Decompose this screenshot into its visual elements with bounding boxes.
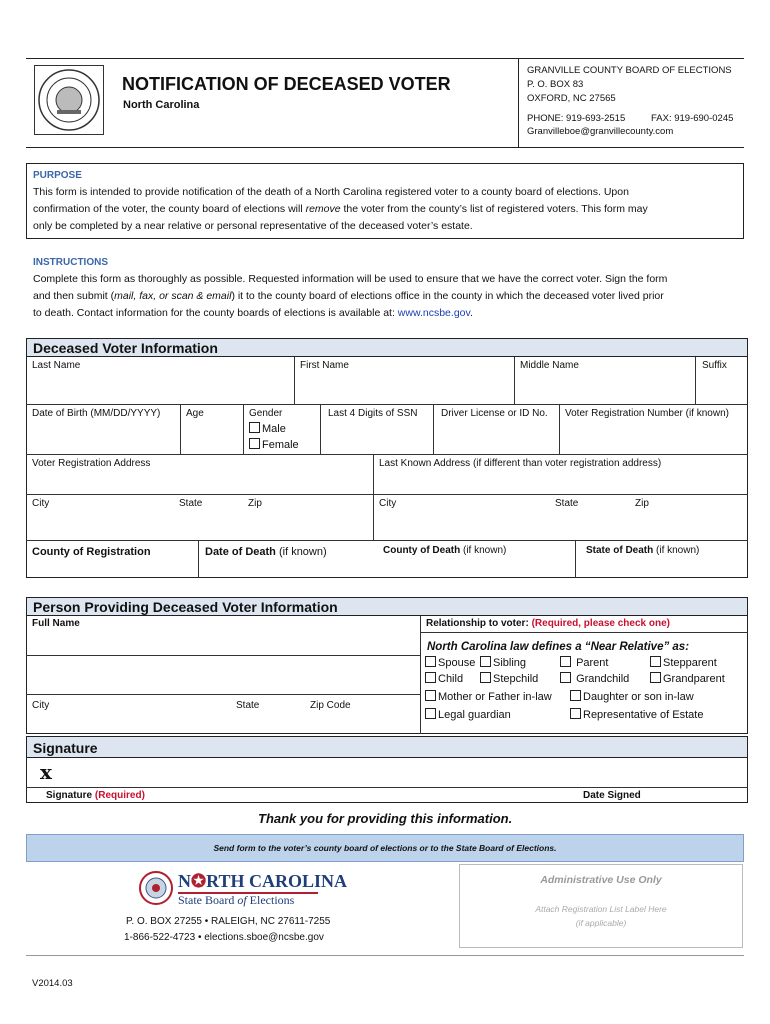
- person-section-title: Person Providing Deceased Voter Information: [26, 597, 748, 616]
- middle-name-input[interactable]: [515, 374, 694, 403]
- age-label: Age: [186, 408, 204, 419]
- instructions-line-1: Complete this form as thoroughly as possible. Requested information will be used to ensure that we have the correct voter. Sign the form: [33, 273, 668, 285]
- date-death-label: [205, 546, 327, 559]
- female-text: Female: [262, 439, 299, 451]
- voter-reg-label: [565, 408, 729, 420]
- sbe-name-n: N: [178, 871, 191, 891]
- row-line: [420, 632, 748, 633]
- thank-you-text: Thank you for providing this information.: [258, 811, 513, 826]
- full-name-input[interactable]: [27, 630, 419, 654]
- header-vrule: [518, 58, 519, 148]
- stepparent-checkbox[interactable]: [650, 656, 661, 667]
- zip-label: Zip: [248, 498, 262, 509]
- sbe-address: P. O. BOX 27255 • RALEIGH, NC 27611-7255: [126, 916, 331, 927]
- instructions-line-3a: to death. Contact information for the county boards of elections is available at:: [33, 307, 398, 319]
- county-name: GRANVILLE COUNTY BOARD OF ELECTIONS: [527, 65, 732, 76]
- person-state-label: State: [236, 700, 260, 711]
- parent-text: Parent: [576, 657, 609, 669]
- signature-line: [26, 787, 748, 788]
- state-death-text: State of Death: [586, 545, 654, 556]
- purpose-line-3: only be completed by a near relative or personal representative of the deceased voter’s estate.: [33, 220, 473, 232]
- suffix-label: Suffix: [702, 360, 727, 371]
- male-text: Male: [262, 423, 286, 435]
- dob-text: Date of Birth: [32, 408, 88, 419]
- relation-legal-guardian[interactable]: [425, 708, 511, 722]
- sbe-seal-icon: [138, 870, 174, 906]
- relation-stepchild[interactable]: [480, 672, 538, 686]
- middle-name-label: Middle Name: [520, 360, 579, 371]
- county-email: Granvilleboe@granvillecounty.com: [527, 126, 674, 137]
- near-relative-heading: North Carolina law defines a “Near Relative” as:: [427, 641, 690, 653]
- send-banner-text: Send form to the voter’s county board of elections or to the State Board of Elections.: [213, 843, 557, 853]
- instructions-text: [33, 271, 741, 322]
- female-checkbox[interactable]: [249, 438, 260, 449]
- relation-grandchild[interactable]: [560, 672, 629, 686]
- header-rule-bottom: [26, 147, 744, 148]
- male-option[interactable]: [249, 422, 286, 436]
- instructions-title: INSTRUCTIONS: [33, 257, 108, 268]
- col-line: [320, 404, 321, 454]
- purpose-title: PURPOSE: [33, 170, 82, 181]
- stepchild-checkbox[interactable]: [480, 672, 491, 683]
- grandparent-text: Grandparent: [663, 673, 725, 685]
- col-line: [180, 404, 181, 454]
- signature-x-mark: x: [40, 760, 52, 784]
- footer-divider: [26, 955, 744, 956]
- relation-parent-in-law[interactable]: [425, 690, 552, 704]
- county-po-box: P. O. BOX 83: [527, 79, 584, 90]
- relation-stepparent[interactable]: [650, 656, 717, 670]
- first-name-label: First Name: [300, 360, 349, 371]
- deceased-section-title: Deceased Voter Information: [26, 338, 748, 357]
- county-reg-label: County of Registration: [32, 546, 151, 558]
- last-name-label: Last Name: [32, 360, 81, 371]
- reg-address-input[interactable]: [27, 472, 372, 493]
- relation-grandparent[interactable]: [650, 672, 725, 686]
- city-label: City: [32, 498, 50, 509]
- last-state-label: State: [555, 498, 579, 509]
- sibling-checkbox[interactable]: [480, 656, 491, 667]
- purpose-remove-em: remove: [305, 203, 341, 215]
- last-address-text: Last Known Address: [379, 458, 471, 469]
- full-name-label: Full Name: [32, 618, 80, 629]
- admin-title: Administrative Use Only: [540, 874, 662, 886]
- legal-guardian-text: Legal guardian: [438, 709, 511, 721]
- col-line: [373, 454, 374, 540]
- state-death-label: [586, 545, 699, 557]
- signature-input[interactable]: [60, 760, 740, 786]
- dob-format: (MM/DD/YYYY): [90, 408, 161, 419]
- grandparent-checkbox[interactable]: [650, 672, 661, 683]
- dob-label: [32, 408, 160, 420]
- state-subtitle: North Carolina: [123, 99, 200, 111]
- parent-checkbox[interactable]: [560, 656, 571, 667]
- stepparent-text: Stepparent: [663, 657, 717, 669]
- female-option[interactable]: [249, 438, 299, 452]
- admin-if-applicable: (if applicable): [575, 918, 627, 928]
- sbe-subtitle: [178, 893, 294, 908]
- sbe-contact: 1-866-522-4723 • elections.sboe@ncsbe.gov: [124, 932, 324, 943]
- row-line: [26, 655, 420, 656]
- col-line: [575, 540, 576, 578]
- purpose-line-2: [33, 201, 741, 218]
- row-line: [26, 494, 748, 495]
- version-label: V2014.03: [32, 978, 73, 989]
- last-address-input[interactable]: [374, 472, 746, 493]
- last-zip-label: Zip: [635, 498, 649, 509]
- row-line: [26, 694, 420, 695]
- col-line: [198, 540, 199, 578]
- instructions-line-2b: ) it to the county board of elections office in the county in which the deceased voter lived prior: [231, 290, 664, 302]
- purpose-text: [33, 184, 741, 235]
- row-line: [26, 540, 748, 541]
- date-death-if-known: (if known): [278, 546, 327, 558]
- row-line: [26, 454, 748, 455]
- relation-spouse[interactable]: [425, 656, 475, 670]
- sbe-name-rest: RTH CAROLINA: [206, 871, 347, 891]
- col-line: [420, 616, 421, 734]
- license-label: Driver License or ID No.: [441, 408, 548, 419]
- voter-reg-text: Voter Registration Number: [565, 408, 683, 419]
- purpose-line-2b: the voter from the county’s list of registered voters. This form may: [340, 203, 648, 215]
- ssn-label: Last 4 Digits of SSN: [328, 408, 418, 419]
- instructions-line-3: [33, 305, 741, 322]
- representative-text: Representative of Estate: [583, 709, 704, 721]
- last-address-note: (if different than voter registration address): [472, 458, 662, 469]
- person-zip-label: Zip Code: [310, 700, 351, 711]
- sbe-sub-1: State Board: [178, 893, 238, 907]
- county-death-label: [383, 545, 506, 557]
- spouse-checkbox[interactable]: [425, 656, 436, 667]
- col-line: [243, 404, 244, 454]
- last-name-input[interactable]: [27, 374, 293, 403]
- signature-section-title: Signature: [26, 736, 748, 758]
- child-in-law-text: Daughter or son in-law: [583, 691, 694, 703]
- last-city-label: City: [379, 498, 397, 509]
- instructions-line-2: [33, 288, 741, 305]
- grandchild-text: Grandchild: [576, 673, 630, 685]
- sibling-text: Sibling: [493, 657, 527, 669]
- grandchild-checkbox[interactable]: [560, 672, 571, 683]
- date-signed-label: Date Signed: [583, 790, 641, 801]
- signature-label: [46, 790, 145, 802]
- stepchild-text: Stepchild: [493, 673, 539, 685]
- state-death-if-known: (if known): [656, 545, 700, 556]
- instructions-line-2a: and then submit (: [33, 290, 115, 302]
- county-death-text: County of Death: [383, 545, 461, 556]
- row-line: [26, 404, 748, 405]
- admin-label-note: Attach Registration List Label Here: [535, 904, 667, 914]
- suffix-input[interactable]: [696, 374, 746, 403]
- state-label: State: [179, 498, 203, 509]
- relation-sibling[interactable]: [480, 656, 526, 670]
- purpose-line-2a: confirmation of the voter, the county board of elections will: [33, 203, 306, 215]
- voter-reg-if-known: (if known): [685, 408, 729, 419]
- county-death-if-known: (if known): [463, 545, 507, 556]
- parent-in-law-checkbox[interactable]: [425, 690, 436, 701]
- sbe-sub-em: of: [237, 893, 247, 907]
- signature-required: (Required): [94, 790, 145, 801]
- relation-parent[interactable]: [560, 656, 608, 670]
- reg-address-label: Voter Registration Address: [32, 458, 151, 469]
- county-city: OXFORD, NC 27565: [527, 93, 616, 104]
- person-city-label: City: [32, 700, 50, 711]
- relationship-label: [426, 618, 670, 630]
- ncsbe-link[interactable]: www.ncsbe.gov: [397, 307, 470, 319]
- sbe-wordmark: [178, 871, 347, 892]
- representative-checkbox[interactable]: [570, 708, 581, 719]
- legal-guardian-checkbox[interactable]: [425, 708, 436, 719]
- spouse-text: Spouse: [438, 657, 476, 669]
- county-phone: PHONE: 919-693-2515: [527, 113, 626, 124]
- header-rule-top: [26, 58, 744, 59]
- sbe-sub-2: Elections: [246, 893, 295, 907]
- col-line: [433, 404, 434, 454]
- county-fax: FAX: 919-690-0245: [651, 113, 734, 124]
- col-line: [559, 404, 560, 454]
- signature-text: Signature: [46, 790, 93, 801]
- parent-in-law-text: Mother or Father in-law: [438, 691, 552, 703]
- page-title: NOTIFICATION OF DECEASED VOTER: [122, 74, 451, 94]
- relationship-required: (Required, please check one): [531, 618, 670, 629]
- child-in-law-checkbox[interactable]: [570, 690, 581, 701]
- sbe-star-o-icon: ✪: [191, 871, 207, 891]
- relation-child-in-law[interactable]: [570, 690, 694, 704]
- date-death-text: Date of Death: [205, 546, 276, 558]
- relation-representative[interactable]: [570, 708, 703, 722]
- instructions-methods-em: mail, fax, or scan & email: [114, 290, 232, 302]
- gender-label: Gender: [249, 408, 283, 419]
- instructions-line-3b: .: [469, 307, 473, 319]
- child-checkbox[interactable]: [425, 672, 436, 683]
- state-seal: [34, 65, 104, 135]
- purpose-line-1: This form is intended to provide notification of the death of a North Carolina registered voter to a county board of elections. Upon: [33, 186, 629, 198]
- child-text: Child: [438, 673, 464, 685]
- first-name-input[interactable]: [295, 374, 513, 403]
- male-checkbox[interactable]: [249, 422, 260, 433]
- relation-child[interactable]: [425, 672, 463, 686]
- last-address-label: [379, 458, 661, 470]
- relationship-text: Relationship to voter:: [426, 618, 529, 629]
